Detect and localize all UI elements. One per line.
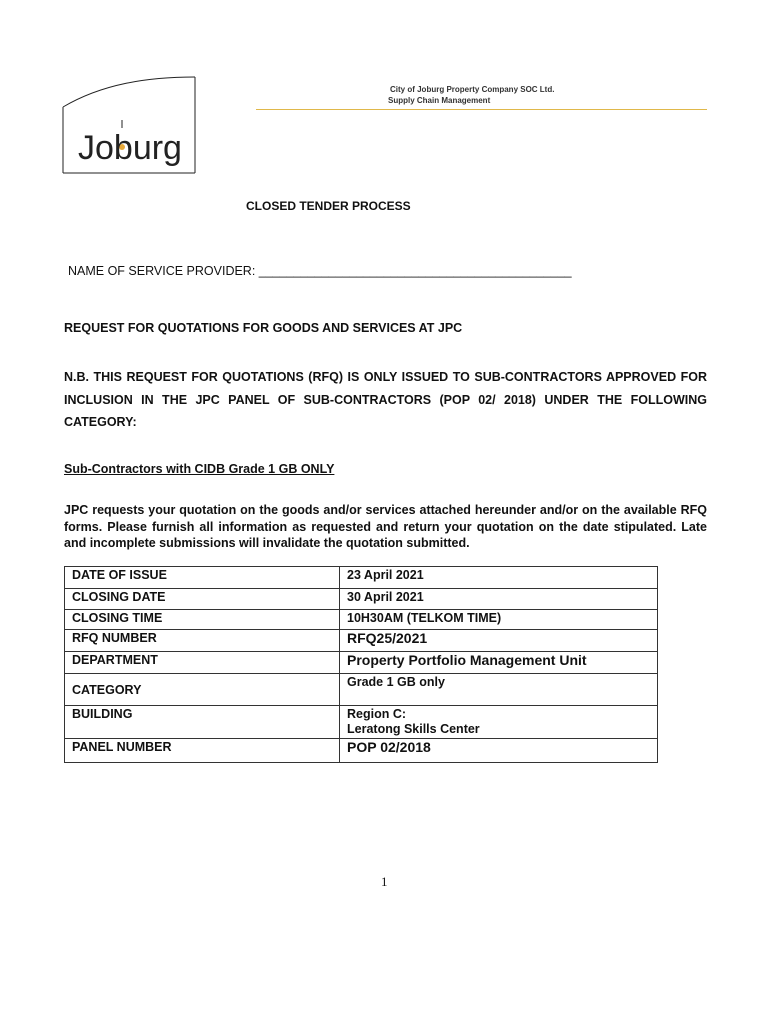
department-name: Supply Chain Management (388, 96, 491, 105)
table-row (65, 567, 658, 589)
joburg-logo (62, 76, 196, 174)
row-label: CATEGORY (65, 674, 340, 706)
table-row (65, 589, 658, 610)
row-label: RFQ NUMBER (65, 630, 340, 652)
rfq-heading: REQUEST FOR QUOTATIONS FOR GOODS AND SERVICES AT JPC (64, 321, 463, 335)
service-provider-field: NAME OF SERVICE PROVIDER: _____________________________________________ (68, 264, 572, 278)
row-value (340, 706, 658, 739)
table-row (65, 630, 658, 652)
table-row (65, 739, 658, 763)
table-row (65, 706, 658, 739)
row-label: DEPARTMENT (65, 652, 340, 674)
row-value: 10H30AM (TELKOM TIME) (340, 610, 658, 630)
row-label: DATE OF ISSUE (65, 567, 340, 589)
building-name: Leratong Skills Center (347, 722, 480, 736)
row-value: POP 02/2018 (340, 739, 658, 763)
row-value: 30 April 2021 (340, 589, 658, 610)
table-row (65, 652, 658, 674)
rfq-details-table (64, 566, 658, 763)
logo-wordmark: Joburg (78, 129, 182, 167)
intro-paragraph: JPC requests your quotation on the goods and/or services attached hereunder and/or on the available RFQ forms. Please furnish all information as requested and return your quotation on the date stipulated. Late and incomplete submissions will invalidate the quotation submitted. (64, 503, 707, 550)
table-row (65, 674, 658, 706)
nb-paragraph: N.B. THIS REQUEST FOR QUOTATIONS (RFQ) IS ONLY ISSUED TO SUB-CONTRACTORS APPROVED FOR INCLUSION IN THE JPC PANEL OF SUB-CONTRACTORS (POP 02/ 2018) UNDER THE FOLLOWING CATEGORY: (64, 370, 707, 429)
row-value: Property Portfolio Management Unit (340, 652, 658, 674)
building-region: Region C: (347, 707, 407, 721)
row-label: CLOSING TIME (65, 610, 340, 630)
subcontractor-category-heading: Sub-Contractors with CIDB Grade 1 GB ONLY (64, 462, 335, 476)
page-number: 1 (381, 874, 388, 889)
document-title: CLOSED TENDER PROCESS (246, 199, 411, 213)
company-header (390, 84, 554, 106)
row-value: Grade 1 GB only (340, 674, 658, 706)
company-name: City of Joburg Property Company SOC Ltd. (390, 85, 555, 94)
joburg-logo-graphic (62, 76, 196, 174)
header-rule (256, 109, 707, 110)
row-label: BUILDING (65, 706, 340, 739)
row-label: CLOSING DATE (65, 589, 340, 610)
table-row (65, 610, 658, 630)
row-label: PANEL NUMBER (65, 739, 340, 763)
row-value: 23 April 2021 (340, 567, 658, 589)
row-value: RFQ25/2021 (340, 630, 658, 652)
